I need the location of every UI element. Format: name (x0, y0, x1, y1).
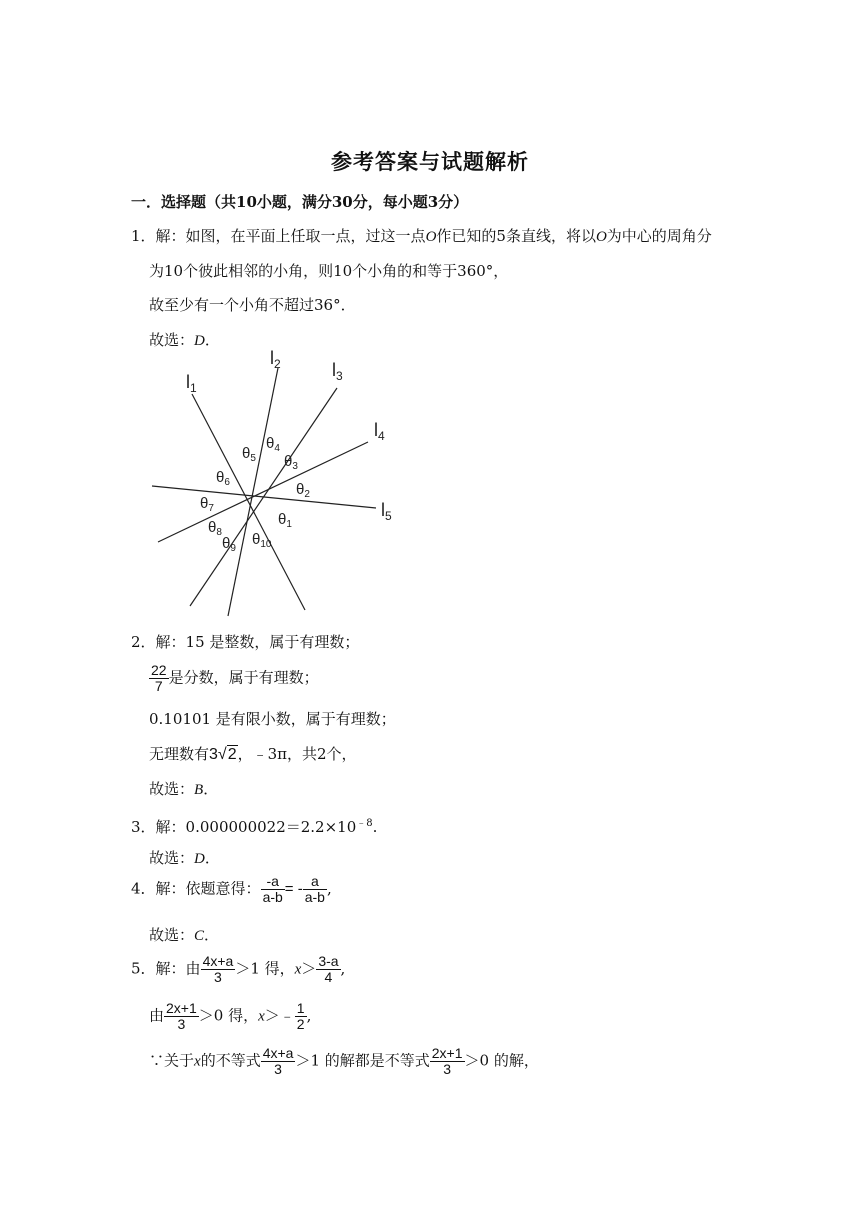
label-l2: $l_2$ (270, 348, 281, 371)
line-l2 (228, 368, 278, 616)
label-l4: $l_4$ (374, 420, 385, 443)
q2-answer: 故选：B． (149, 780, 219, 798)
label-theta-4: $\theta_4$ (266, 435, 280, 454)
fraction-2x-1: $\frac{2x+1}{3}$ (166, 1000, 197, 1032)
label-l1: $l_1$ (186, 372, 197, 395)
label-theta-7: $\theta_7$ (200, 495, 214, 514)
fraction-1-2: $\frac{1}{2}$ (296, 1000, 305, 1032)
q1-line-3: 故至少有一个小角不超过36°． (149, 296, 356, 314)
label-theta-3: $\theta_3$ (284, 453, 298, 472)
fraction-a: $\frac{a}{a-b}$ (304, 873, 325, 905)
q1-line-1: 1．解：如图，在平面上任取一点，过这一点O作已知的5条直线，将以O为中心的周角分 (131, 227, 712, 245)
q2-line-3: 0.10101 是有限小数，属于有理数； (149, 710, 396, 728)
cube-root-2: 3√2 (209, 746, 237, 763)
label-l3: $l_3$ (332, 360, 343, 383)
fraction-22-7: $\frac{22}{7}$ (151, 662, 167, 694)
q3-line-1: 3．解：$0.000000022=2.2\times 10^{﹣8}$. (131, 818, 378, 836)
section-heading: 一．选择题（共10小题，满分30分，每小题3分） (131, 193, 469, 211)
fraction-neg-a: $\frac{-a}{a-b}$ (262, 873, 283, 905)
fraction-2x-1-2: $\frac{2x+1}{3}$ (431, 1045, 463, 1077)
q5-line-3: ∵关于x的不等式 $\frac{4x+a}{3}$ ＞1 的解都是不等式 $\frac{2x+1}{3}$ ＞0 的解， (149, 1045, 539, 1077)
q5-line-2: 由 $\frac{2x+1}{3}$ ＞0 得，x＞﹣ $\frac{1}{2}$ , (149, 1000, 312, 1032)
fraction-4x-a-2: $\frac{4x+a}{3}$ (262, 1045, 294, 1077)
line-l4 (158, 442, 368, 542)
q2-line-4: 无理数有3√2，﹣3π，共2个， (149, 745, 357, 763)
label-theta-8: $\theta_8$ (208, 519, 222, 538)
fraction-3-a: $\frac{3-a}{4}$ (318, 953, 339, 985)
line-l5 (152, 486, 376, 508)
line-labels (186, 348, 392, 523)
q2-line-2: $\frac{22}{7}$ 是分数，属于有理数； (151, 662, 319, 694)
q1-line-2: 为10个彼此相邻的小角，则10个小角的和等于360°， (149, 262, 509, 280)
label-theta-2: $\theta_2$ (296, 481, 310, 500)
label-theta-5: $\theta_5$ (242, 445, 256, 464)
label-theta-1: $\theta_1$ (278, 511, 292, 530)
q1-answer: 故选：D． (149, 331, 220, 349)
label-theta-9: $\theta_9$ (222, 535, 236, 554)
q5-line-1: 5．解：由 $\frac{4x+a}{3}$ ＞1 得，x＞ $\frac{3-a}{4}$ , (131, 953, 346, 985)
fraction-4x-a: $\frac{4x+a}{3}$ (202, 953, 234, 985)
label-theta-10: $\theta_{10}$ (252, 531, 272, 550)
q3-answer: 故选：D． (149, 849, 220, 867)
q2-line-1: 2．解：15 是整数，属于有理数； (131, 633, 360, 651)
page-title: 参考答案与试题解析 (331, 149, 529, 174)
five-lines-figure (150, 348, 400, 620)
label-l5: $l_5$ (381, 500, 392, 523)
label-theta-6: $\theta_6$ (216, 469, 230, 488)
q4-answer: 故选：C． (149, 926, 220, 944)
q4-line-1: 4．解：依题意得： $\frac{-a}{a-b}$ = - $\frac{a}{a-b}$ , (131, 873, 332, 905)
figure-lines (152, 368, 376, 616)
